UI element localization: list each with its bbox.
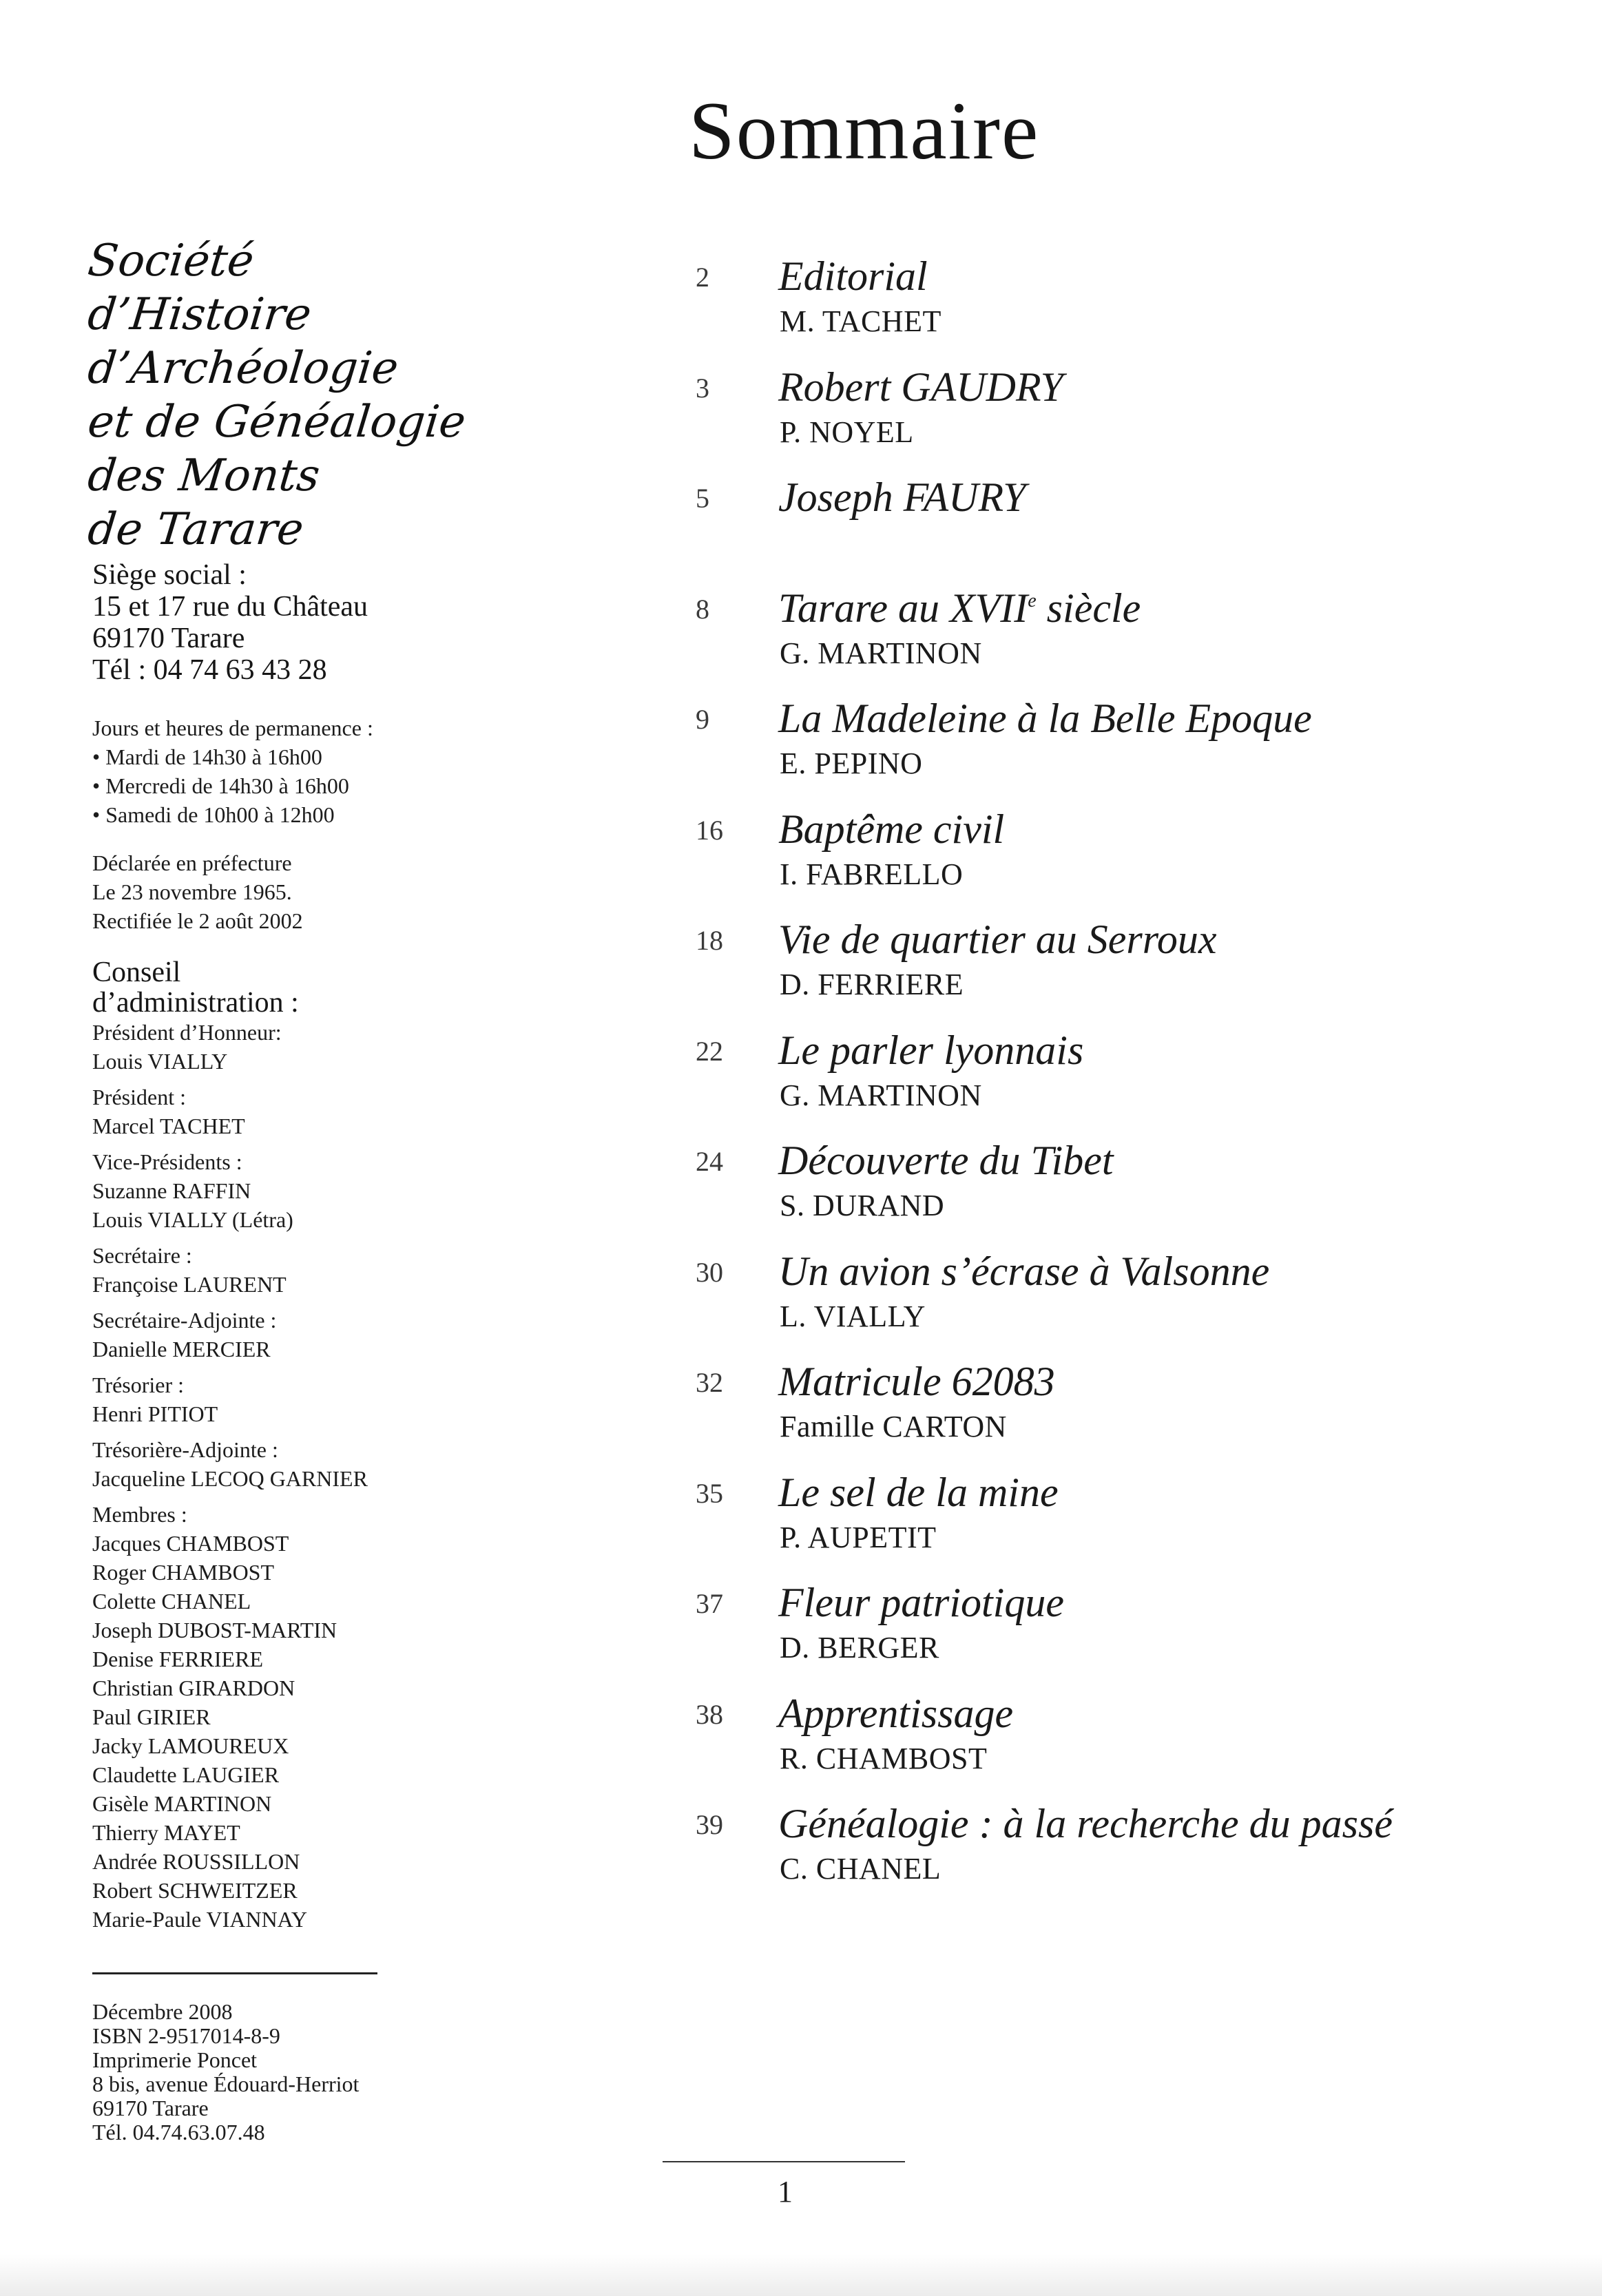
society-info-column <box>92 559 616 1934</box>
toc-title: Fleur patriotique <box>778 1580 1064 1625</box>
toc-author: C. CHANEL <box>780 1852 942 1886</box>
toc-author: P. AUPETIT <box>780 1520 937 1554</box>
board-member: Thierry MAYET <box>92 1820 240 1845</box>
board-member: Marcel TACHET <box>92 1114 245 1138</box>
opening-hours-item: • Mercredi de 14h30 à 16h00 <box>92 773 349 798</box>
toc-author: G. MARTINON <box>780 636 982 670</box>
opening-hours-block <box>92 713 616 829</box>
head-office-phone: Tél : 04 74 63 43 28 <box>92 654 327 686</box>
toc-entry <box>696 252 1522 363</box>
board-role: Trésorière-Adjointe : <box>92 1437 278 1462</box>
toc-author: D. BERGER <box>780 1631 939 1664</box>
toc-title: Robert GAUDRY <box>778 364 1063 410</box>
head-office-address-line: 15 et 17 rue du Château <box>92 591 368 623</box>
board-member: Françoise LAURENT <box>92 1272 287 1297</box>
board-member: Jacky LAMOUREUX <box>92 1733 289 1758</box>
toc-entry <box>696 1357 1522 1468</box>
society-name-line: de Tarare <box>85 504 306 555</box>
toc-title: Apprentissage <box>778 1690 1014 1736</box>
opening-hours-heading: Jours et heures de permanence : <box>92 716 373 740</box>
board-member: Louis VIALLY (Létra) <box>92 1207 293 1232</box>
colophon-printer: Imprimerie Poncet <box>92 2047 258 2072</box>
toc-entry <box>696 473 1522 584</box>
toc-page-number: 3 <box>696 372 709 404</box>
society-name-line: et de Généalogie <box>85 397 468 448</box>
toc-entry <box>696 805 1522 916</box>
toc-title: Le sel de la mine <box>778 1469 1059 1515</box>
toc-page-number: 32 <box>696 1367 723 1398</box>
board-member: Jacques CHAMBOST <box>92 1531 289 1556</box>
toc-author: Famille CARTON <box>780 1410 1007 1443</box>
society-name-line: d’Archéologie <box>85 343 401 394</box>
toc-author: M. TACHET <box>780 304 942 338</box>
colophon-printer-phone: Tél. 04.74.63.07.48 <box>92 2120 265 2144</box>
board-heading <box>92 957 616 1018</box>
toc-entry <box>696 1689 1522 1800</box>
toc-title-superscript: e <box>1028 589 1037 612</box>
board-block <box>92 957 616 1934</box>
colophon-date: Décembre 2008 <box>92 1999 233 2024</box>
toc-entry <box>696 1799 1522 1910</box>
board-role: Trésorier : <box>92 1373 185 1397</box>
toc-author: G. MARTINON <box>780 1078 982 1112</box>
board-member: Marie-Paule VIANNAY <box>92 1907 307 1932</box>
board-heading-line: d’administration : <box>92 987 299 1019</box>
board-member: Gisèle MARTINON <box>92 1791 272 1816</box>
board-role: Membres : <box>92 1502 187 1527</box>
toc-page-number: 2 <box>696 262 709 293</box>
toc-title: Vie de quartier au Serroux <box>778 917 1217 962</box>
page-title: Sommaire <box>689 85 1040 176</box>
toc-title: Editorial <box>778 253 928 299</box>
toc-entry <box>696 1578 1522 1689</box>
toc-entry <box>696 694 1522 805</box>
toc-title: Découverte du Tibet <box>778 1138 1114 1183</box>
society-name <box>85 234 501 556</box>
toc-entry <box>696 1468 1522 1579</box>
toc-page-number: 24 <box>696 1146 723 1177</box>
toc-author: I. FABRELLO <box>780 857 964 891</box>
page-number: 1 <box>778 2175 793 2209</box>
toc-page-number: 39 <box>696 1809 723 1840</box>
toc-page-number: 38 <box>696 1698 723 1730</box>
toc-title <box>778 584 1141 632</box>
opening-hours-item: • Samedi de 10h00 à 12h00 <box>92 802 335 827</box>
toc-page-number: 37 <box>696 1588 723 1619</box>
board-member: Joseph DUBOST-MARTIN <box>92 1618 337 1642</box>
board-member: Suzanne RAFFIN <box>92 1178 251 1203</box>
toc-title: Joseph FAURY <box>778 474 1026 520</box>
toc-entry <box>696 363 1522 474</box>
toc-page-number: 8 <box>696 593 709 625</box>
board-role: Président d’Honneur: <box>92 1020 282 1045</box>
board-group-secretary <box>92 1241 616 1299</box>
board-role: Vice-Présidents : <box>92 1149 242 1174</box>
colophon <box>92 2000 574 2144</box>
toc-entry <box>696 1026 1522 1137</box>
head-office-label: Siège social : <box>92 559 247 591</box>
board-group-vice-presidents <box>92 1147 616 1234</box>
board-member: Robert SCHWEITZER <box>92 1878 298 1903</box>
board-member: Denise FERRIERE <box>92 1647 263 1671</box>
toc-page-number: 35 <box>696 1477 723 1509</box>
board-group-assistant-treasurer <box>92 1435 616 1493</box>
toc-page-number: 18 <box>696 925 723 956</box>
society-name-line: Société <box>85 236 257 286</box>
toc-author: E. PEPINO <box>780 747 923 780</box>
opening-hours-item: • Mardi de 14h30 à 16h00 <box>92 744 322 769</box>
head-office-block <box>92 559 616 686</box>
toc-author: L. VIALLY <box>780 1299 926 1333</box>
board-member: Roger CHAMBOST <box>92 1560 275 1585</box>
toc-title: Le parler lyonnais <box>778 1027 1084 1073</box>
colophon-printer-city: 69170 Tarare <box>92 2096 209 2120</box>
colophon-isbn: ISBN 2-9517014-8-9 <box>92 2023 280 2048</box>
board-group-treasurer <box>92 1370 616 1428</box>
board-member: Colette CHANEL <box>92 1589 251 1614</box>
toc-page-number: 22 <box>696 1035 723 1067</box>
board-group-honorary-president <box>92 1018 616 1076</box>
head-office-city: 69170 Tarare <box>92 623 245 654</box>
toc-title-text-end: siècle <box>1036 585 1141 631</box>
society-name-line: d’Histoire <box>85 289 314 340</box>
toc-title-text: Tarare au XVII <box>778 585 1028 631</box>
board-member: Danielle MERCIER <box>92 1337 271 1361</box>
colophon-divider <box>92 1972 377 1974</box>
board-member: Henri PITIOT <box>92 1401 218 1426</box>
table-of-contents <box>696 252 1522 1910</box>
board-member: Claudette LAUGIER <box>92 1762 280 1787</box>
colophon-printer-address: 8 bis, avenue Édouard-Herriot <box>92 2071 360 2096</box>
toc-page-number: 9 <box>696 704 709 735</box>
board-member: Andrée ROUSSILLON <box>92 1849 300 1874</box>
declaration-line: Le 23 novembre 1965. <box>92 879 292 904</box>
toc-author: D. FERRIERE <box>780 968 964 1001</box>
board-role: Secrétaire-Adjointe : <box>92 1308 277 1333</box>
toc-entry <box>696 915 1522 1026</box>
toc-title: Un avion s’écrase à Valsonne <box>778 1248 1270 1294</box>
board-member: Paul GIRIER <box>92 1704 211 1729</box>
toc-entry <box>696 584 1522 695</box>
toc-page-number: 5 <box>696 483 709 514</box>
board-member: Louis VIALLY <box>92 1049 228 1074</box>
scan-edge-shadow <box>0 2255 1602 2296</box>
toc-title: Matricule 62083 <box>778 1359 1055 1404</box>
declaration-line: Rectifiée le 2 août 2002 <box>92 908 303 933</box>
society-name-line: des Monts <box>85 450 322 501</box>
declaration-line: Déclarée en préfecture <box>92 850 292 875</box>
board-group-members <box>92 1500 616 1934</box>
declaration-block <box>92 848 616 935</box>
board-group-assistant-secretary <box>92 1306 616 1364</box>
board-heading-line: Conseil <box>92 957 181 988</box>
toc-entry <box>696 1247 1522 1358</box>
toc-author: S. DURAND <box>780 1189 945 1222</box>
toc-title: Baptême civil <box>778 806 1005 852</box>
toc-author: R. CHAMBOST <box>780 1741 988 1775</box>
toc-author: P. NOYEL <box>780 415 914 449</box>
board-member: Jacqueline LECOQ GARNIER <box>92 1466 368 1491</box>
board-role: Président : <box>92 1085 186 1109</box>
board-group-president <box>92 1083 616 1140</box>
board-role: Secrétaire : <box>92 1243 192 1268</box>
toc-title: Généalogie : à la recherche du passé <box>778 1801 1393 1846</box>
toc-title: La Madeleine à la Belle Epoque <box>778 696 1312 741</box>
toc-entry <box>696 1136 1522 1247</box>
footer-divider <box>663 2161 905 2162</box>
board-member: Christian GIRARDON <box>92 1676 295 1700</box>
toc-page-number: 16 <box>696 814 723 846</box>
toc-page-number: 30 <box>696 1256 723 1288</box>
